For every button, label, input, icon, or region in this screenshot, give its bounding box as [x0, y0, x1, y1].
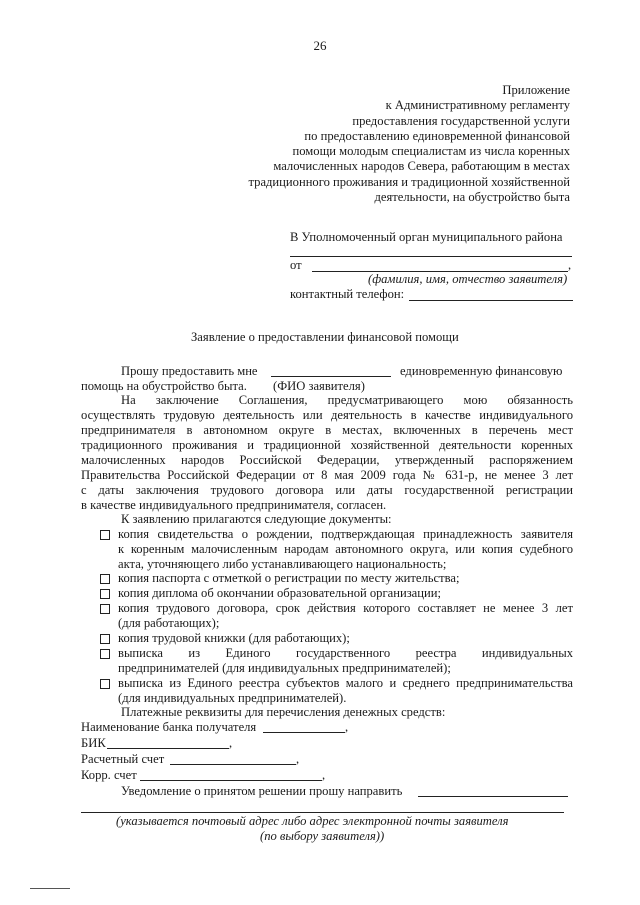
- appendix-header: [170, 83, 570, 205]
- corr-account-label: Корр. счет: [81, 768, 137, 782]
- request-end: единовременную финансовую: [400, 364, 563, 378]
- condition-line: в качестве индивидуального предпринимателя, согласен.: [81, 498, 387, 512]
- condition-line: предпринимателя в автономном округе в местах, включенных в перечень мест: [81, 423, 573, 437]
- applicant-fio-hint: (ФИО заявителя): [273, 379, 365, 393]
- docs-intro: К заявлению прилагаются следующие документы:: [121, 512, 392, 526]
- page-number: 26: [313, 38, 327, 53]
- addressee-line: [290, 256, 572, 257]
- notification-hint-2: (по выбору заявителя)): [260, 829, 385, 843]
- document-line: копия трудовой книжки (для работающих);: [118, 631, 350, 645]
- condition-line: Правительства Российской Федерации от 8 мая 2009 года № 631-р, не менее 3 лет: [81, 468, 573, 482]
- document-line: копия свидетельства о рождении, подтверждающая принадлежность заявителя: [118, 527, 573, 541]
- addressee-to: В Уполномоченный орган муниципального района: [290, 230, 563, 244]
- document-checkbox[interactable]: [100, 634, 110, 644]
- bank-comma: ,: [345, 720, 349, 734]
- document-line: предпринимателей (для индивидуальных предпринимателей);: [118, 661, 451, 675]
- document-line: к коренным малочисленным народам автономного округа, или копия судебного: [118, 542, 573, 556]
- appendix-line: помощи молодым специалистам из числа коренных: [292, 144, 570, 159]
- notification-field-continued[interactable]: [81, 812, 564, 813]
- appendix-line: малочисленных народов Севера, работающим в местах: [273, 159, 570, 174]
- bik-field[interactable]: [107, 748, 229, 749]
- appendix-line: предоставления государственной услуги: [352, 113, 570, 128]
- condition-line: с даты заключения трудового договора или даты государственной регистрации: [81, 483, 573, 497]
- bik-comma: ,: [229, 736, 233, 750]
- account-field[interactable]: [170, 764, 296, 765]
- from-label: от: [290, 258, 302, 272]
- document-line: выписка из Единого реестра субъектов малого и среднего предпринимательства: [118, 676, 573, 690]
- request-line2: помощь на обустройство быта.: [81, 379, 247, 393]
- corr-account-field[interactable]: [140, 780, 322, 781]
- footer-rule: [30, 888, 70, 889]
- notification-hint: (указывается почтовый адрес либо адрес электронной почты заявителя: [116, 814, 509, 828]
- applicant-fio-field[interactable]: [271, 376, 391, 377]
- appendix-line: по предоставлению единовременной финансовой: [304, 128, 570, 143]
- document-checkbox[interactable]: [100, 604, 110, 614]
- account-label: Расчетный счет: [81, 752, 165, 766]
- document-line: копия паспорта с отметкой о регистрации по месту жительства;: [118, 571, 460, 585]
- document-line: выписка из Единого государственного реестра индивидуальных: [118, 646, 573, 660]
- document-line: копия диплома об окончании образовательной организации;: [118, 586, 441, 600]
- document-line: (для работающих);: [118, 616, 220, 630]
- document-title: Заявление о предоставлении финансовой помощи: [191, 330, 459, 344]
- condition-line: осуществлять трудовую деятельность или деятельность в качестве индивидуального: [81, 408, 573, 422]
- document-checkbox[interactable]: [100, 679, 110, 689]
- appendix-line: к Административному регламенту: [385, 98, 570, 113]
- document-checkbox[interactable]: [100, 589, 110, 599]
- document-line: копия трудового договора, срок действия которого составляет не менее 3 лет: [118, 601, 573, 615]
- phone-label: контактный телефон:: [290, 287, 405, 301]
- condition-line: малочисленных народов Российской Федерации, утвержденный распоряжением: [81, 453, 573, 467]
- appendix-line: традиционного проживания и традиционной хозяйственной: [248, 174, 570, 189]
- bank-label: Наименование банка получателя: [81, 720, 257, 734]
- document-checkbox[interactable]: [100, 574, 110, 584]
- from-comma: ,: [568, 258, 572, 272]
- notification-label: Уведомление о принятом решении прошу направить: [121, 784, 403, 798]
- account-comma: ,: [296, 752, 300, 766]
- document-checkbox[interactable]: [100, 649, 110, 659]
- appendix-line: деятельности, на обустройство быта: [374, 190, 570, 205]
- payment-intro: Платежные реквизиты для перечисления денежных средств:: [121, 705, 446, 719]
- document-checkbox[interactable]: [100, 530, 110, 540]
- fio-hint: (фамилия, имя, отчество заявителя): [368, 272, 568, 286]
- bik-label: БИК: [81, 736, 106, 750]
- corr-account-comma: ,: [322, 768, 326, 782]
- document-line: (для индивидуальных предпринимателей).: [118, 691, 347, 705]
- request-start: Прошу предоставить мне: [121, 364, 258, 378]
- phone-field[interactable]: [409, 300, 573, 301]
- bank-field[interactable]: [263, 732, 345, 733]
- condition-line: На заключение Соглашения, предусматривающего мою обязанность: [121, 393, 573, 407]
- document-line: акта, уточняющего либо устанавливающего национальность;: [118, 557, 447, 571]
- notification-field[interactable]: [418, 796, 568, 797]
- condition-line: традиционного проживания и традиционной хозяйственной деятельности коренных: [81, 438, 573, 452]
- appendix-line: Приложение: [502, 83, 570, 97]
